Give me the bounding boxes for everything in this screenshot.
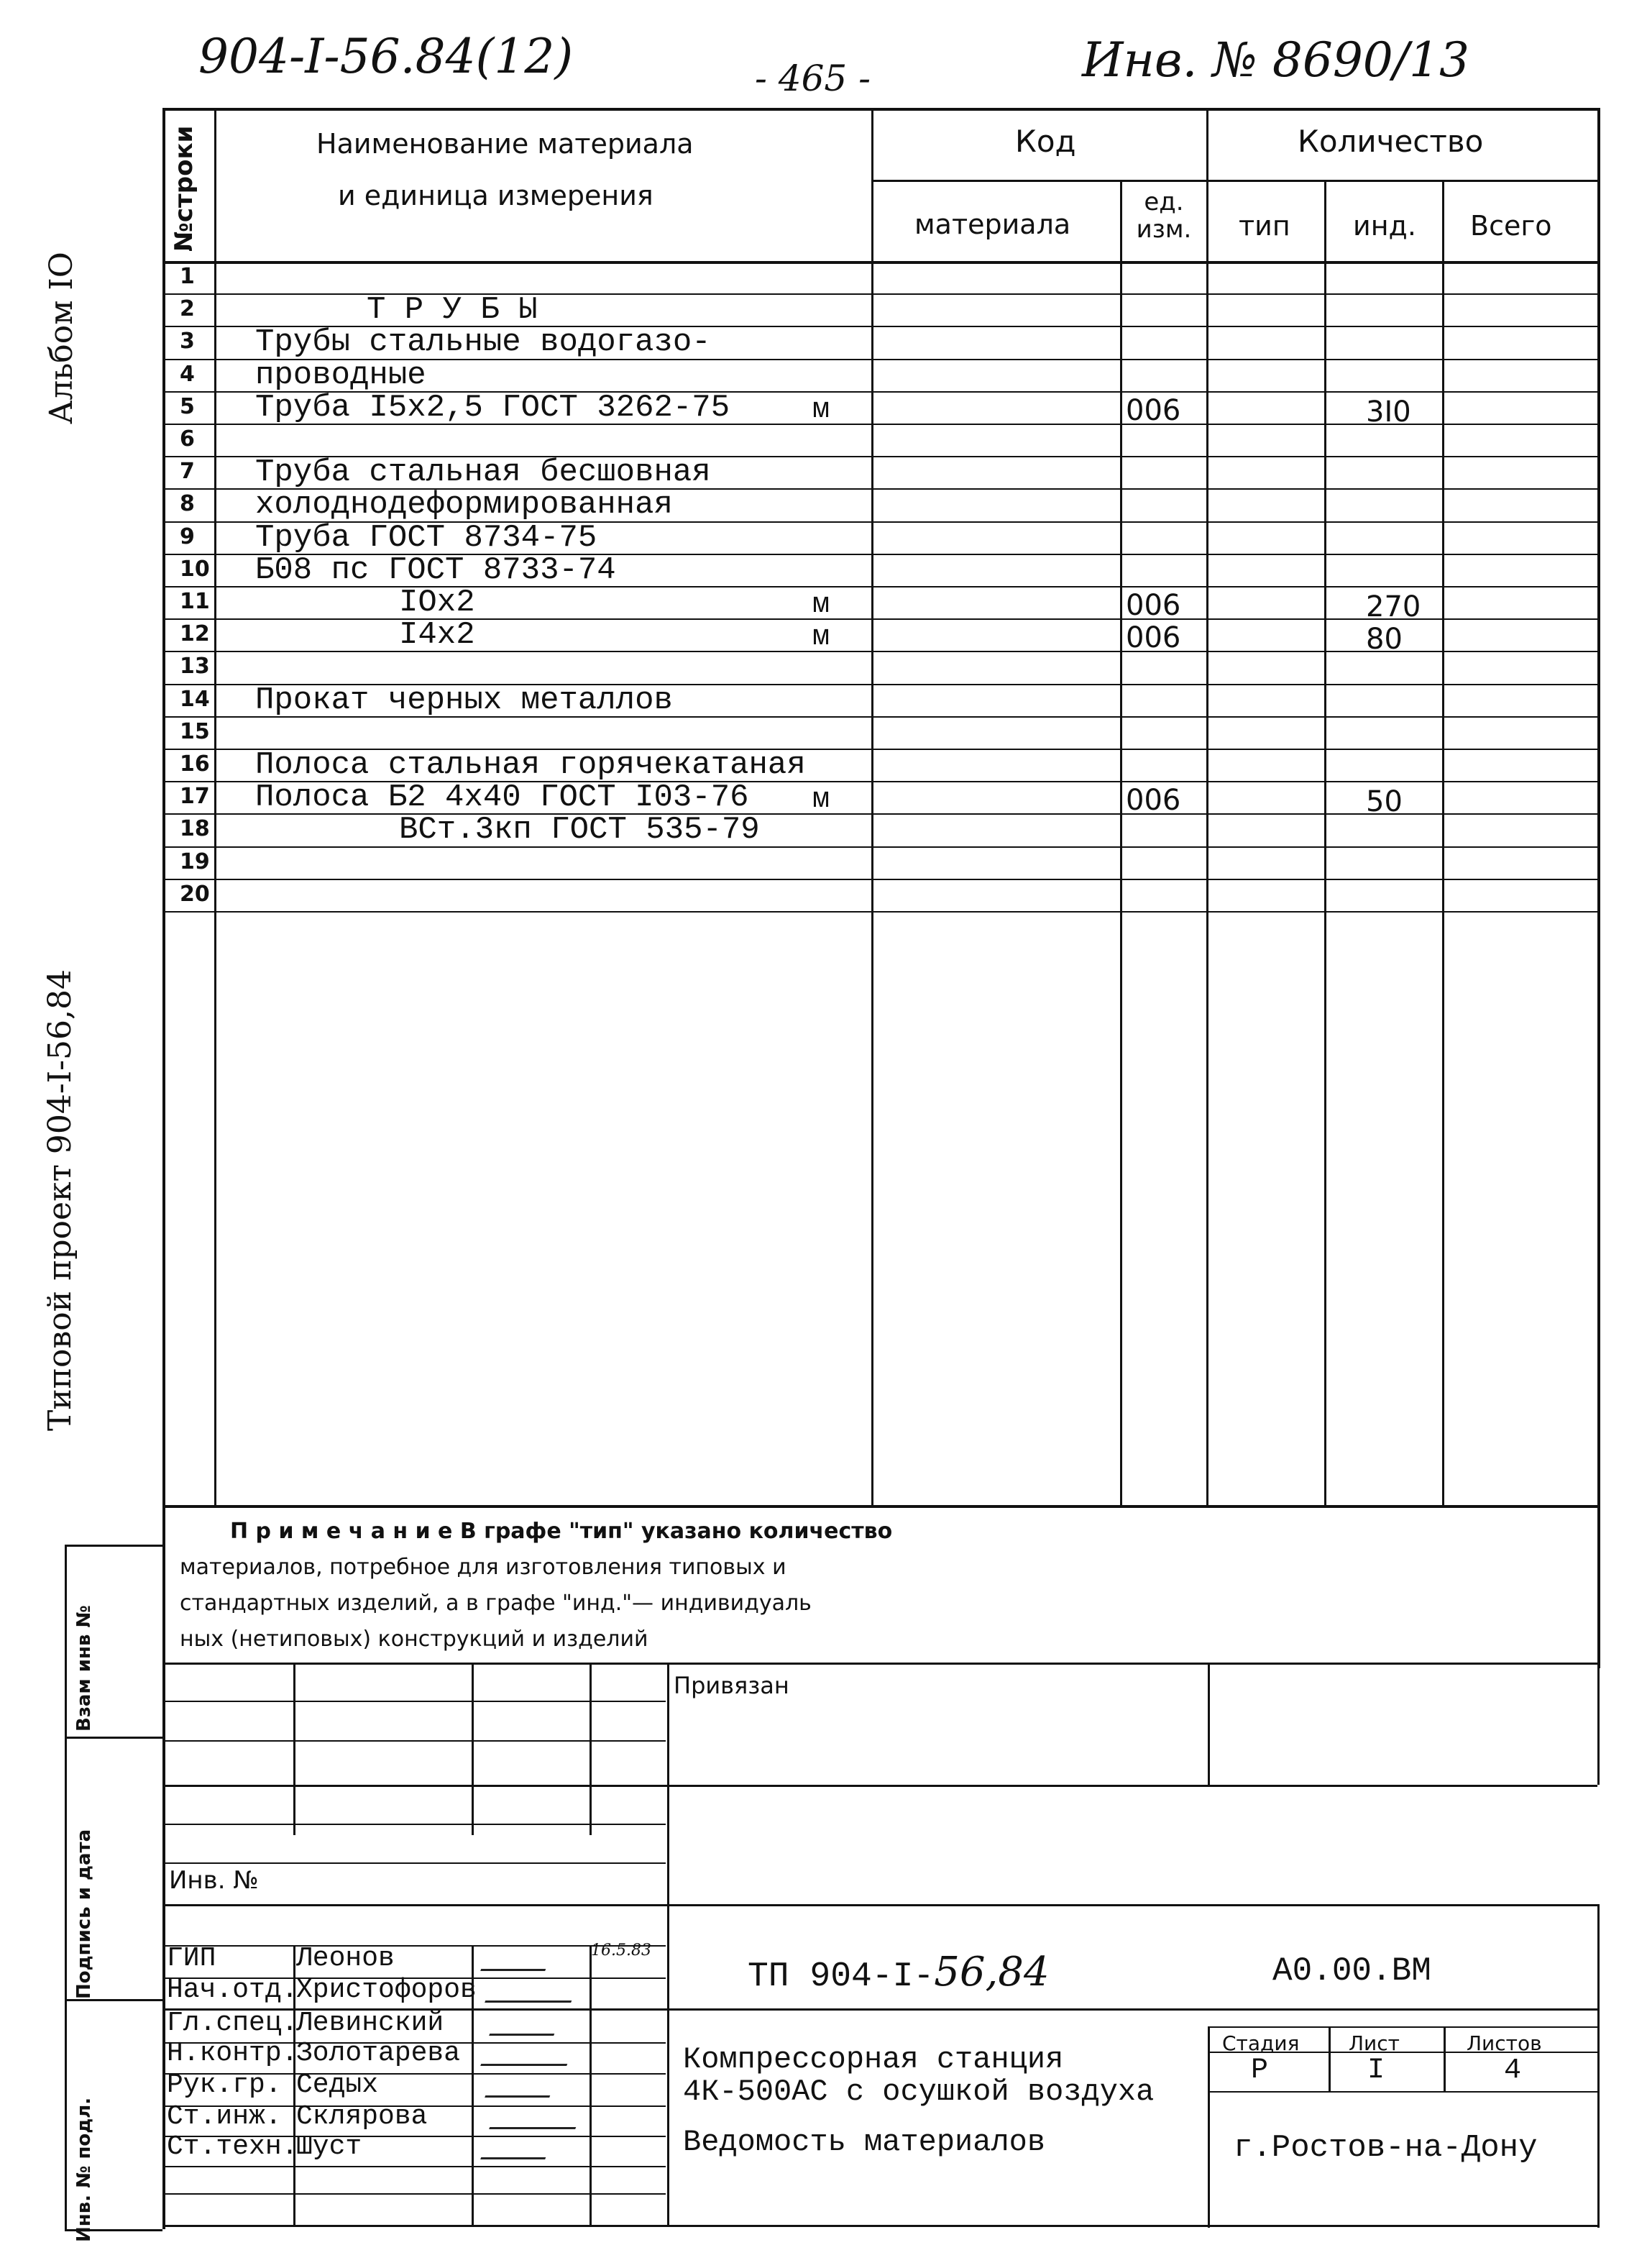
left-border (162, 108, 165, 2229)
unit-code: 006 (1126, 784, 1181, 818)
note-line-2: материалов, потребное для изготовления типовых и (180, 1555, 786, 1580)
role-title: ГИП (167, 1943, 216, 1974)
role-person: Христофоров (296, 1975, 477, 2006)
stamp-label-signature-date: Подпись и дата (73, 1829, 95, 1999)
row-number: 11 (180, 589, 210, 614)
city: г.Ростов-на-Дону (1234, 2130, 1538, 2166)
title-block-line (162, 2225, 1597, 2227)
sheet-label: Лист (1349, 2031, 1400, 2055)
material-name: Прокат черных металлов (255, 682, 673, 718)
doc-code-prefix: ТП 904-I- (748, 1957, 935, 1996)
role-person: Леонов (296, 1943, 395, 1974)
title-block-line (1329, 2026, 1331, 2093)
title-block-line (1208, 1663, 1210, 1785)
row-number: 2 (180, 296, 195, 322)
code-header: Код (1015, 124, 1076, 159)
title-block-line (1597, 1904, 1600, 2228)
row-number-header: №строки (170, 125, 198, 252)
role-title: Н.контр. (167, 2038, 298, 2069)
row-number: 6 (180, 426, 195, 452)
title-block-line (65, 1737, 162, 1739)
row-separator (162, 911, 1597, 913)
role-person: Склярова (296, 2101, 428, 2132)
material-name: ВСт.3кп ГОСТ 535-79 (399, 812, 760, 849)
document-reference: 904-I-56.84(12) (198, 29, 574, 84)
unit-code: 006 (1126, 589, 1181, 622)
material-name: IOx2 (399, 585, 475, 621)
row-number: 1 (180, 264, 195, 289)
signature-mark (489, 2114, 581, 2129)
title-block-line (162, 1785, 1597, 1787)
role-person: Шуст (296, 2131, 362, 2162)
title-block-line (1597, 1663, 1600, 1785)
material-name: Полоса Б2 4x40 ГОСТ I03-76 (255, 779, 749, 816)
unit: м (812, 621, 830, 654)
title-block-line (65, 1545, 67, 2229)
role-title: Нач.отд. (167, 1975, 298, 2006)
row-separator (162, 879, 1597, 880)
row-number: 5 (180, 393, 195, 419)
sheets-label: Листов (1467, 2031, 1542, 2055)
code-unit-header (1125, 188, 1203, 243)
row-number: 19 (180, 849, 210, 874)
row-number: 18 (180, 816, 210, 842)
album-label: Альбом IO (43, 252, 80, 424)
qty-individual: 80 (1366, 623, 1403, 657)
signature-mark (480, 2051, 572, 2066)
qty-ind-header: инд. (1353, 210, 1416, 242)
role-person: Левинский (296, 2008, 444, 2039)
material-name: холоднодеформированная (255, 487, 673, 523)
title-block-line (1208, 2026, 1600, 2028)
inventory-number: Инв. № 8690/13 (1082, 32, 1470, 88)
role-title: Рук.гр. (167, 2070, 282, 2100)
col-separator (1120, 180, 1122, 1505)
material-name: Б08 пс ГОСТ 8733-74 (255, 552, 616, 588)
quantity-header: Количество (1298, 124, 1484, 159)
qty-individual: 3I0 (1366, 395, 1411, 429)
name-header-line1: Наименование материала (316, 128, 694, 160)
material-name: проводные (255, 357, 426, 393)
col-separator (1442, 180, 1444, 1505)
signature-mark (480, 2144, 551, 2159)
row-number: 10 (180, 556, 210, 582)
col-separator (871, 108, 873, 1505)
role-title: Ст.инж. (167, 2101, 282, 2132)
qty-total-header: Всего (1470, 210, 1552, 242)
qty-type-header: тип (1239, 210, 1290, 242)
unit-code: 006 (1126, 621, 1181, 655)
qty-individual: 50 (1366, 785, 1403, 819)
stamp-label-replace-inv: Взам инв № (73, 1605, 95, 1732)
sheet-title: Ведомость материалов (683, 2125, 1046, 2159)
material-name: Т Р У Б Ы (367, 292, 538, 329)
row-number: 3 (180, 329, 195, 355)
title-block-line (162, 1904, 1597, 1906)
title-block-line (1208, 2091, 1600, 2093)
row-number: 7 (180, 459, 195, 485)
inv-number-label: Инв. № (169, 1866, 259, 1895)
doc-code-hand: 56,84 (934, 1949, 1050, 1995)
signature-mark (489, 2021, 559, 2036)
row-number: 15 (180, 718, 210, 744)
role-title: Ст.техн. (167, 2131, 298, 2162)
material-name: Труба ГОСТ 8734-75 (255, 519, 597, 556)
code-unit-header-text: ед. изм. (1136, 188, 1192, 244)
unit: м (812, 589, 830, 621)
code-material-header: материала (914, 209, 1071, 240)
page-number: - 465 - (755, 58, 871, 99)
title-block-line (1208, 2026, 1210, 2228)
role-person: Золотарева (296, 2038, 461, 2069)
title-block-line (589, 1663, 592, 1835)
header-mid-line (871, 180, 1597, 182)
qty-individual: 270 (1366, 590, 1421, 623)
row-number: 13 (180, 654, 210, 680)
row-number: 4 (180, 361, 195, 387)
material-name: I4x2 (399, 617, 475, 654)
row-number: 20 (180, 881, 210, 907)
title-block-line (293, 1663, 295, 1835)
row-number: 14 (180, 686, 210, 712)
title-block-line (162, 1862, 666, 1864)
table-bottom-border (162, 1505, 1597, 1508)
title-block-line (65, 1999, 162, 2001)
stage-label: Стадия (1222, 2031, 1300, 2055)
doc-mark: А0.00.ВМ (1272, 1952, 1431, 1990)
signature-date: 16.5.83 (591, 1942, 651, 1960)
signature-mark (480, 1956, 551, 1971)
unit: м (812, 784, 830, 817)
title-block-line (589, 1945, 592, 2226)
title-block-line (162, 1663, 1597, 1665)
unit-code: 006 (1126, 393, 1181, 427)
table-top-border (162, 108, 1597, 111)
col-separator (1206, 108, 1208, 1505)
stamp-label-orig-inv: Инв. № подл. (73, 2097, 95, 2242)
row-number: 8 (180, 491, 195, 517)
signature-mark (485, 2082, 555, 2098)
row-number: 17 (180, 784, 210, 810)
role-title: Гл.спец. (167, 2008, 298, 2039)
sheets-value: 4 (1504, 2054, 1522, 2087)
material-name: Труба стальная бесшовная (255, 454, 711, 491)
title-block-line (472, 1663, 474, 1835)
object-name-line1: Компрессорная станция (683, 2042, 1064, 2077)
note-line-4: ных (нетиповых) конструкций и изделий (180, 1627, 648, 1652)
title-block-line (65, 1545, 162, 1547)
material-name: Полоса стальная горячекатаная (255, 747, 806, 783)
col-separator (214, 108, 216, 1505)
note-line-3: стандартных изделий, а в графе "инд."— индивидуаль (180, 1591, 812, 1616)
row-number: 9 (180, 523, 195, 549)
material-name: Труба I5x2,5 ГОСТ 3262-75 (255, 389, 730, 426)
title-block-line (667, 1663, 669, 2227)
unit: м (812, 393, 830, 426)
attached-label: Привязан (674, 1672, 789, 1699)
stage-value: Р (1251, 2054, 1269, 2087)
role-person: Седых (296, 2070, 379, 2100)
right-border (1597, 108, 1600, 1668)
col-separator (1324, 180, 1326, 1505)
project-label-text: Типовой проект 904-I-56,84 (42, 969, 78, 1431)
doc-code (748, 1949, 1050, 1996)
title-block-line (1444, 2026, 1446, 2093)
material-name: Трубы стальные водогазо- (255, 324, 711, 361)
name-header-line2: и единица измерения (338, 180, 653, 211)
note-line-1: П р и м е ч а н и е В графе "тип" указано количество (230, 1519, 893, 1544)
object-name-line2: 4К-500АС с осушкой воздуха (683, 2075, 1155, 2109)
signature-mark (485, 1988, 577, 2003)
sheet-value: I (1367, 2054, 1385, 2087)
row-separator (162, 846, 1597, 848)
row-number: 12 (180, 621, 210, 647)
row-number: 16 (180, 751, 210, 777)
header-bottom-line (162, 261, 1597, 264)
